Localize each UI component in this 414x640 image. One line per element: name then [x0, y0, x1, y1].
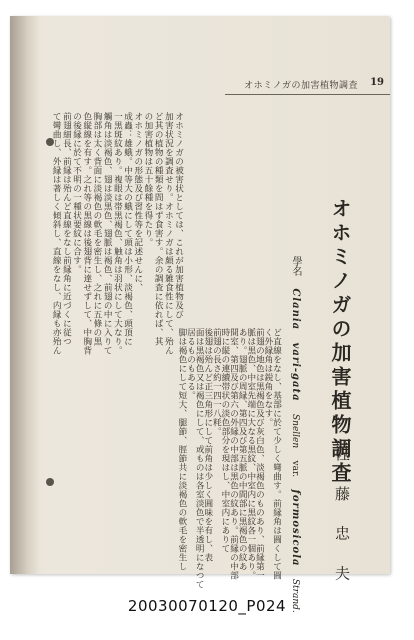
body-text-column: 脈は黒色、中室先端に大なる黒紋、中室内に黒紋各一個あり。 [245, 328, 256, 580]
body-text-column: 時に縦の連續帯状の淡色部分を現はし、中室内にありて [219, 328, 230, 553]
body-text-column: 成蟲：雄蛾。中等大の蛾にして頭は小形、淡褐色、頭頂に [122, 112, 133, 346]
body-text-column: 前翅の地色は黒褐色及び灰白色、淡褐色のものあり、前縁第一 [254, 328, 265, 580]
article-author: 佐 藤 忠 夫 [333, 446, 351, 591]
page-number: 19 [370, 77, 384, 88]
species-label: 學名 [290, 256, 301, 276]
variety-marker: var. [290, 460, 300, 478]
body-text-column: オホミノガの形態及び習性等を記述せんに、 [132, 112, 143, 292]
body-text-column: ど其の植物の種類を問はず食害す。余の調査に依れば、其 [153, 112, 164, 346]
variety-authority: Strand. [290, 578, 300, 613]
body-text-column: あり。翅脈の周縁、第四及び第五脈の中間部に黒褐色の紋あ [237, 328, 248, 571]
body-text-column: の後縁に於て不明の一種状要紋に合す。 [71, 112, 82, 274]
body-text-column: の加害植物は五十餘種を得たり。 [142, 112, 153, 247]
body-text-column: 前翅細長、前縁は殆んど直線をなし前縁角に近づくに従つ [61, 112, 72, 346]
body-text-column: 居るものもある。 [185, 328, 196, 400]
body-text-column: 前翅の長さ約一四一八粍。 [211, 328, 222, 436]
running-head: オホミノガの加害植物調査 [244, 81, 358, 91]
variety-name: formosicola [290, 489, 301, 567]
body-text-column: 後翅は殆んど正三角形にして前角は少しく圓味を有し、表 [202, 328, 213, 562]
body-text-column: 脚は褐色にして短大、腿節、脛節共に淡褐色の軟毛を密生し [176, 328, 187, 571]
species-epithet: vari-gata [290, 342, 301, 402]
page-spine-shadow [10, 16, 40, 574]
scientific-name [288, 256, 303, 613]
species-authority: Snellen [290, 414, 300, 449]
body-text-column: て彎曲し、外縁は著しく傾斜し、直線をなし、内縁も亦殆ん [51, 112, 62, 355]
body-text-column: 觸角は淡褐色、翅は淡黒色、翅脈は褐色、前翅の中に入りて [102, 112, 113, 355]
article-title: オホミノガの加害植物調査 [328, 198, 352, 486]
page-header [225, 78, 390, 95]
body-text-column: 胸部は太く背面に淡褐色の軟毛を密生し、之れに五條の黒 [91, 112, 102, 346]
archive-id-label: 20030070120_P024 [127, 597, 287, 615]
body-text-column: く外縁角は鋭角をなす。 [262, 328, 273, 427]
body-text-column: 加害状況を調査せり。オホミノガは頗る雑食性にして、殆ん [163, 112, 174, 355]
body-text-column: ど直線をなし、基部に於て少しく彎曲す。前縁角は圓くして圓 [271, 328, 282, 580]
body-text-column: 一黒斑紋あり。複眼は帯黒褐色、触角は羽状にして大なり。 [112, 112, 123, 355]
body-text-column: オホミノガの被害状としては、これが加害植物及び [173, 112, 184, 319]
body-text-column: 間室、第四及び第六の外縁の中部は黒色の紋あり。前縁の中部 [228, 328, 239, 580]
body-text-column: 面は黒褐色又は褐色にして、或ものは各室淡色で半透明になつて [194, 328, 205, 589]
species-genus: Clania [290, 288, 301, 331]
body-text-column: 色縦線を有す。之れ等の黒線は後翅背に達せずして、中胸背 [81, 112, 92, 355]
